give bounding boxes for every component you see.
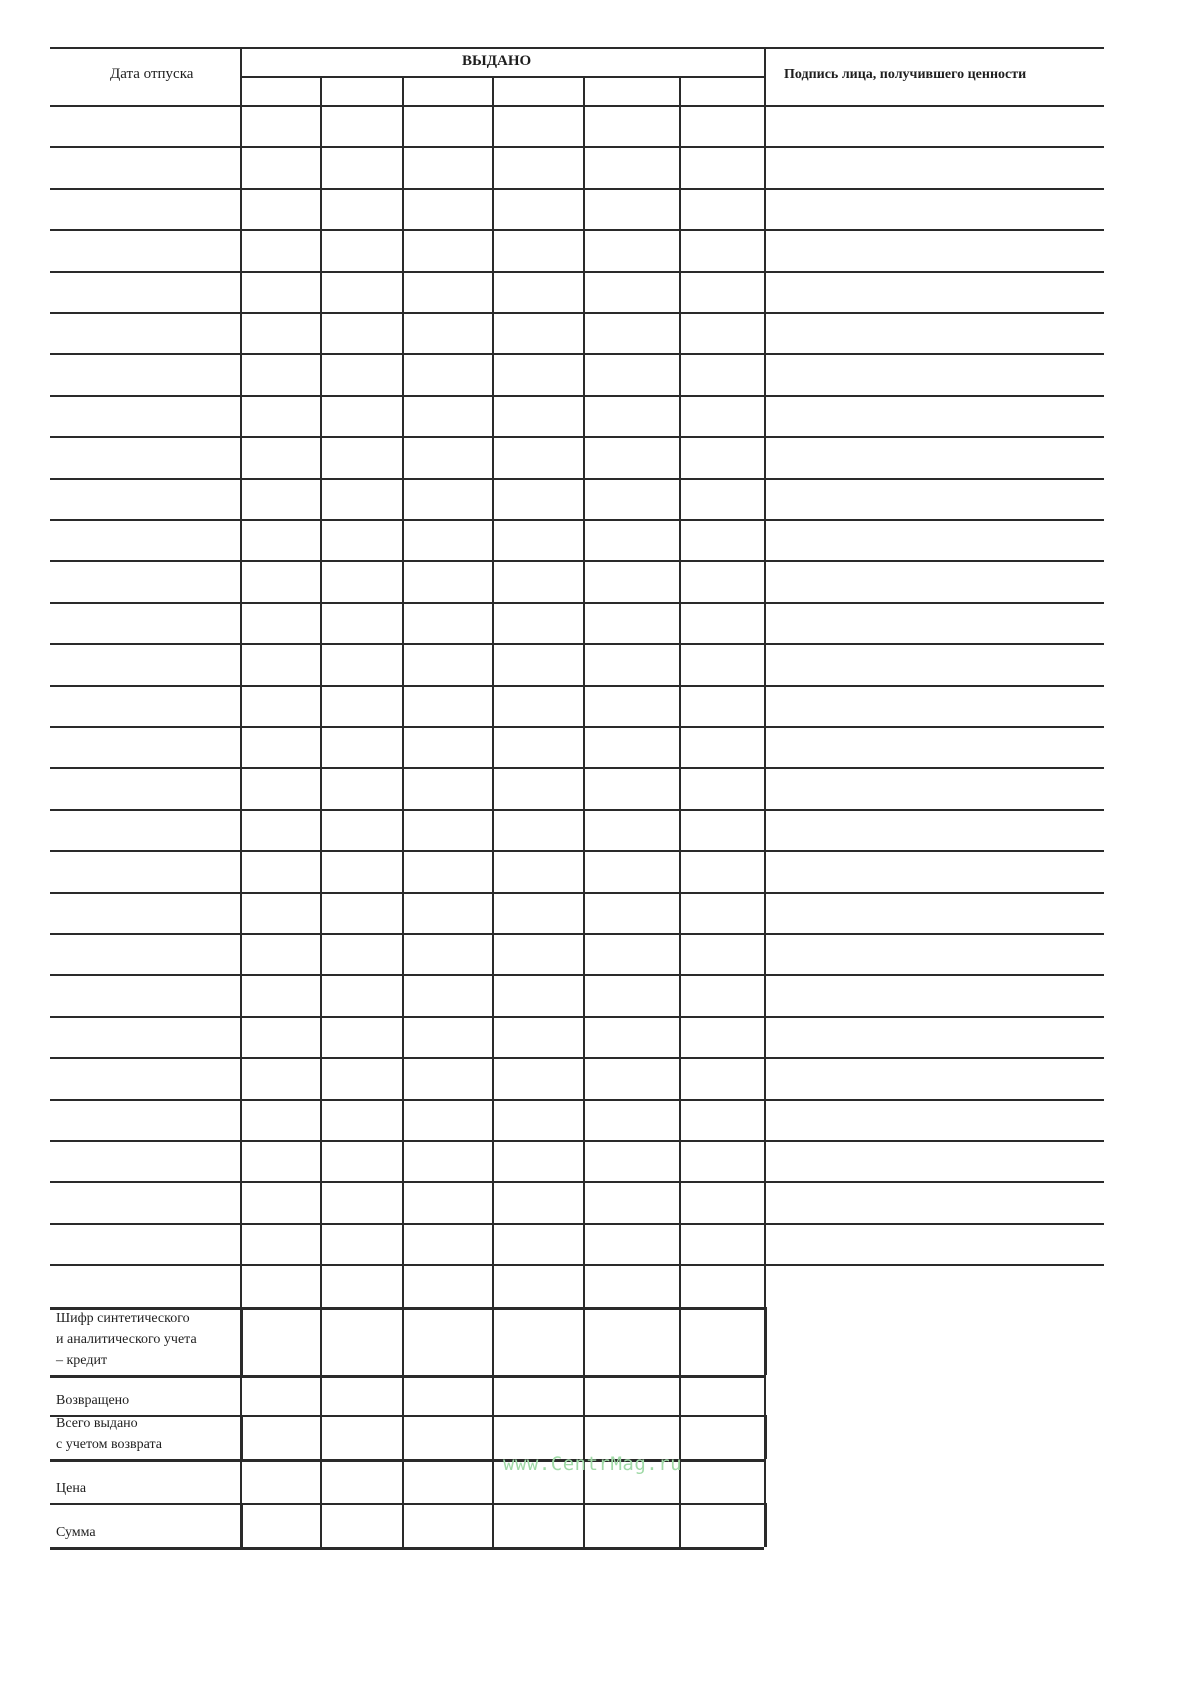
issued-cell[interactable] bbox=[402, 188, 492, 229]
footer-row-label: Всего выдано bbox=[56, 1416, 138, 1431]
date-cell[interactable] bbox=[50, 602, 240, 643]
date-cell[interactable] bbox=[50, 1057, 240, 1098]
issued-cell[interactable] bbox=[679, 767, 764, 808]
issued-cell[interactable] bbox=[402, 643, 492, 684]
issued-cell[interactable] bbox=[402, 146, 492, 187]
signature-column-header: Подпись лица, получившего ценности bbox=[784, 67, 1027, 82]
issued-cell[interactable] bbox=[492, 478, 583, 519]
issued-cell[interactable] bbox=[320, 105, 402, 146]
footer-row-label: Сумма bbox=[56, 1525, 96, 1540]
issued-cell[interactable] bbox=[240, 933, 320, 974]
issued-cell[interactable] bbox=[492, 188, 583, 229]
date-cell[interactable] bbox=[50, 560, 240, 601]
signature-cell[interactable] bbox=[764, 105, 1104, 146]
issued-cell[interactable] bbox=[679, 933, 764, 974]
issued-cell[interactable] bbox=[320, 1181, 402, 1222]
date-cell[interactable] bbox=[50, 933, 240, 974]
signature-cell[interactable] bbox=[764, 519, 1104, 560]
issued-cell[interactable] bbox=[583, 478, 679, 519]
issued-cell[interactable] bbox=[240, 312, 320, 353]
footer-value-cell[interactable] bbox=[679, 1375, 764, 1415]
date-cell[interactable] bbox=[50, 395, 240, 436]
issued-cell[interactable] bbox=[240, 1223, 320, 1264]
issued-cell[interactable] bbox=[320, 933, 402, 974]
signature-cell[interactable] bbox=[764, 892, 1104, 933]
issued-cell[interactable] bbox=[679, 809, 764, 850]
issued-cell[interactable] bbox=[402, 1181, 492, 1222]
signature-cell[interactable] bbox=[764, 229, 1104, 270]
footer-value-cell[interactable] bbox=[492, 1375, 583, 1415]
issued-cell[interactable] bbox=[492, 602, 583, 643]
issued-cell[interactable] bbox=[492, 1181, 583, 1222]
issued-cell[interactable] bbox=[402, 353, 492, 394]
issued-cell[interactable] bbox=[402, 1057, 492, 1098]
issued-cell[interactable] bbox=[492, 974, 583, 1015]
issued-cell[interactable] bbox=[583, 560, 679, 601]
issued-cell[interactable] bbox=[492, 767, 583, 808]
issued-cell[interactable] bbox=[679, 1057, 764, 1098]
issued-cell[interactable] bbox=[492, 726, 583, 767]
date-column-header: Дата отпуска bbox=[110, 66, 194, 82]
issued-cell[interactable] bbox=[402, 436, 492, 477]
footer-row-label: Цена bbox=[56, 1481, 87, 1496]
issued-cell[interactable] bbox=[240, 229, 320, 270]
issued-cell[interactable] bbox=[402, 478, 492, 519]
issued-cell[interactable] bbox=[679, 1181, 764, 1222]
footer-value-cell[interactable] bbox=[402, 1459, 492, 1503]
footer-value-cell[interactable] bbox=[240, 1375, 320, 1415]
footer-row-label: с учетом возврата bbox=[56, 1437, 163, 1452]
issued-cell[interactable] bbox=[402, 312, 492, 353]
footer-value-cell[interactable] bbox=[402, 1307, 492, 1375]
date-cell[interactable] bbox=[50, 1223, 240, 1264]
footer-value-cell[interactable] bbox=[240, 1415, 320, 1459]
footer-value-cell[interactable] bbox=[320, 1459, 402, 1503]
issued-cell[interactable] bbox=[492, 1099, 583, 1140]
signature-cell[interactable] bbox=[764, 436, 1104, 477]
issued-cell[interactable] bbox=[320, 974, 402, 1015]
issued-cell[interactable] bbox=[492, 685, 583, 726]
footer-value-cell[interactable] bbox=[320, 1503, 402, 1547]
date-cell[interactable] bbox=[50, 478, 240, 519]
issued-cell[interactable] bbox=[240, 1057, 320, 1098]
issued-cell[interactable] bbox=[240, 188, 320, 229]
issued-cell[interactable] bbox=[679, 271, 764, 312]
date-cell[interactable] bbox=[50, 229, 240, 270]
issued-cell[interactable] bbox=[679, 1099, 764, 1140]
footer-value-cell[interactable] bbox=[492, 1503, 583, 1547]
issued-cell[interactable] bbox=[320, 602, 402, 643]
footer-value-cell[interactable] bbox=[402, 1375, 492, 1415]
issued-cell[interactable] bbox=[320, 1099, 402, 1140]
date-cell[interactable] bbox=[50, 312, 240, 353]
issued-cell[interactable] bbox=[240, 146, 320, 187]
issued-cell[interactable] bbox=[679, 1016, 764, 1057]
issued-cell[interactable] bbox=[679, 643, 764, 684]
issued-cell[interactable] bbox=[320, 478, 402, 519]
issued-cell[interactable] bbox=[240, 105, 320, 146]
issued-cell[interactable] bbox=[679, 892, 764, 933]
issued-cell[interactable] bbox=[320, 1016, 402, 1057]
issued-cell[interactable] bbox=[583, 188, 679, 229]
date-cell[interactable] bbox=[50, 519, 240, 560]
issued-cell[interactable] bbox=[402, 105, 492, 146]
issued-cell[interactable] bbox=[679, 353, 764, 394]
issued-cell[interactable] bbox=[679, 974, 764, 1015]
issued-cell[interactable] bbox=[240, 892, 320, 933]
issued-subheader-line bbox=[240, 76, 764, 78]
issued-cell[interactable] bbox=[583, 809, 679, 850]
date-cell[interactable] bbox=[50, 436, 240, 477]
issued-cell[interactable] bbox=[583, 726, 679, 767]
signature-cell[interactable] bbox=[764, 146, 1104, 187]
issued-cell[interactable] bbox=[240, 1016, 320, 1057]
footer-value-cell[interactable] bbox=[240, 1503, 320, 1547]
footer-value-cell[interactable] bbox=[402, 1415, 492, 1459]
signature-cell[interactable] bbox=[764, 1181, 1104, 1222]
issued-cell[interactable] bbox=[402, 560, 492, 601]
issued-cell[interactable] bbox=[240, 395, 320, 436]
top-border-line bbox=[50, 47, 1104, 49]
issued-cell[interactable] bbox=[402, 933, 492, 974]
signature-cell[interactable] bbox=[764, 1057, 1104, 1098]
issued-cell[interactable] bbox=[320, 519, 402, 560]
issued-cell[interactable] bbox=[492, 353, 583, 394]
issued-cell[interactable] bbox=[320, 1057, 402, 1098]
issued-cell[interactable] bbox=[320, 726, 402, 767]
issued-cell[interactable] bbox=[583, 436, 679, 477]
date-cell[interactable] bbox=[50, 271, 240, 312]
issued-cell[interactable] bbox=[492, 1016, 583, 1057]
issued-cell[interactable] bbox=[679, 229, 764, 270]
issued-cell[interactable] bbox=[320, 767, 402, 808]
issued-cell[interactable] bbox=[583, 933, 679, 974]
footer-value-cell[interactable] bbox=[492, 1307, 583, 1375]
issued-cell[interactable] bbox=[240, 1099, 320, 1140]
footer-value-cell[interactable] bbox=[583, 1375, 679, 1415]
issued-cell[interactable] bbox=[240, 353, 320, 394]
issued-cell[interactable] bbox=[583, 105, 679, 146]
signature-cell[interactable] bbox=[764, 312, 1104, 353]
issued-cell[interactable] bbox=[320, 312, 402, 353]
issued-cell[interactable] bbox=[492, 1223, 583, 1264]
issued-cell[interactable] bbox=[320, 146, 402, 187]
footer-value-cell[interactable] bbox=[679, 1307, 764, 1375]
signature-cell[interactable] bbox=[764, 395, 1104, 436]
date-cell[interactable] bbox=[50, 1099, 240, 1140]
issued-cell[interactable] bbox=[583, 146, 679, 187]
date-cell[interactable] bbox=[50, 1181, 240, 1222]
issued-cell[interactable] bbox=[320, 850, 402, 891]
issued-cell[interactable] bbox=[402, 1099, 492, 1140]
issued-cell[interactable] bbox=[402, 850, 492, 891]
issued-cell[interactable] bbox=[492, 395, 583, 436]
issued-cell[interactable] bbox=[402, 395, 492, 436]
date-cell[interactable] bbox=[50, 726, 240, 767]
issued-cell[interactable] bbox=[492, 146, 583, 187]
issued-cell[interactable] bbox=[402, 726, 492, 767]
row-line bbox=[50, 1264, 1104, 1266]
footer-value-cell[interactable] bbox=[679, 1415, 764, 1459]
issued-cell[interactable] bbox=[240, 685, 320, 726]
issued-cell[interactable] bbox=[583, 850, 679, 891]
issued-cell[interactable] bbox=[679, 146, 764, 187]
footer-row-label: Возвращено bbox=[56, 1393, 130, 1408]
issued-cell[interactable] bbox=[583, 271, 679, 312]
footer-value-cell[interactable] bbox=[402, 1503, 492, 1547]
date-cell[interactable] bbox=[50, 1016, 240, 1057]
issued-cell[interactable] bbox=[679, 188, 764, 229]
issued-cell[interactable] bbox=[402, 1016, 492, 1057]
issued-cell[interactable] bbox=[320, 395, 402, 436]
issued-cell[interactable] bbox=[240, 767, 320, 808]
date-cell[interactable] bbox=[50, 850, 240, 891]
signature-cell[interactable] bbox=[764, 1140, 1104, 1181]
signature-cell[interactable] bbox=[764, 353, 1104, 394]
issued-cell[interactable] bbox=[583, 643, 679, 684]
date-cell[interactable] bbox=[50, 146, 240, 187]
issued-cell[interactable] bbox=[583, 974, 679, 1015]
issued-cell[interactable] bbox=[240, 1181, 320, 1222]
issued-cell[interactable] bbox=[320, 1223, 402, 1264]
footer-row-label: Шифр синтетического bbox=[56, 1311, 190, 1326]
issued-cell[interactable] bbox=[402, 892, 492, 933]
issued-cell[interactable] bbox=[240, 974, 320, 1015]
issued-cell[interactable] bbox=[583, 1140, 679, 1181]
issued-cell[interactable] bbox=[320, 560, 402, 601]
footer-row-line bbox=[50, 1547, 764, 1550]
issued-cell[interactable] bbox=[583, 685, 679, 726]
signature-cell[interactable] bbox=[764, 726, 1104, 767]
issued-cell[interactable] bbox=[583, 395, 679, 436]
issued-cell[interactable] bbox=[583, 519, 679, 560]
date-cell[interactable] bbox=[50, 1140, 240, 1181]
issued-cell[interactable] bbox=[402, 809, 492, 850]
issued-cell[interactable] bbox=[240, 560, 320, 601]
issued-cell[interactable] bbox=[240, 1140, 320, 1181]
issued-cell[interactable] bbox=[583, 892, 679, 933]
issued-cell[interactable] bbox=[402, 271, 492, 312]
signature-cell[interactable] bbox=[764, 478, 1104, 519]
issued-cell[interactable] bbox=[402, 767, 492, 808]
issued-cell[interactable] bbox=[583, 1099, 679, 1140]
issued-cell[interactable] bbox=[240, 809, 320, 850]
footer-value-cell[interactable] bbox=[583, 1307, 679, 1375]
issued-cell[interactable] bbox=[679, 602, 764, 643]
issued-cell[interactable] bbox=[583, 1181, 679, 1222]
issued-cell[interactable] bbox=[320, 436, 402, 477]
issued-cell[interactable] bbox=[679, 436, 764, 477]
issued-cell[interactable] bbox=[320, 353, 402, 394]
issued-cell[interactable] bbox=[679, 726, 764, 767]
date-cell[interactable] bbox=[50, 105, 240, 146]
issued-cell[interactable] bbox=[240, 271, 320, 312]
issued-cell[interactable] bbox=[492, 643, 583, 684]
issued-cell[interactable] bbox=[320, 892, 402, 933]
issued-cell[interactable] bbox=[679, 685, 764, 726]
issued-cell[interactable] bbox=[583, 229, 679, 270]
issued-cell[interactable] bbox=[240, 726, 320, 767]
issued-cell[interactable] bbox=[402, 1140, 492, 1181]
issued-cell[interactable] bbox=[583, 1223, 679, 1264]
issued-cell[interactable] bbox=[402, 602, 492, 643]
issued-cell[interactable] bbox=[679, 519, 764, 560]
signature-cell[interactable] bbox=[764, 643, 1104, 684]
issued-cell[interactable] bbox=[320, 271, 402, 312]
issued-cell[interactable] bbox=[402, 229, 492, 270]
issued-cell[interactable] bbox=[583, 312, 679, 353]
issued-group-header: ВЫДАНО bbox=[462, 53, 532, 69]
issued-cell[interactable] bbox=[492, 229, 583, 270]
footer-value-cell[interactable] bbox=[320, 1375, 402, 1415]
issued-cell[interactable] bbox=[583, 767, 679, 808]
issued-cell[interactable] bbox=[320, 809, 402, 850]
issued-cell[interactable] bbox=[679, 312, 764, 353]
issued-cell[interactable] bbox=[492, 436, 583, 477]
issued-cell[interactable] bbox=[240, 519, 320, 560]
issued-cell[interactable] bbox=[679, 105, 764, 146]
signature-cell[interactable] bbox=[764, 809, 1104, 850]
signature-cell[interactable] bbox=[764, 1099, 1104, 1140]
signature-cell[interactable] bbox=[764, 974, 1104, 1015]
issued-cell[interactable] bbox=[492, 809, 583, 850]
footer-value-cell[interactable] bbox=[320, 1307, 402, 1375]
issued-cell[interactable] bbox=[492, 105, 583, 146]
date-cell[interactable] bbox=[50, 809, 240, 850]
issued-cell[interactable] bbox=[679, 850, 764, 891]
footer-row-label: и аналитического учета bbox=[56, 1332, 197, 1347]
footer-box-edge bbox=[764, 1503, 767, 1547]
footer-row-label: – кредит bbox=[56, 1353, 108, 1368]
date-cell[interactable] bbox=[50, 353, 240, 394]
issued-cell[interactable] bbox=[679, 560, 764, 601]
footer-value-cell[interactable] bbox=[679, 1503, 764, 1547]
date-cell[interactable] bbox=[50, 643, 240, 684]
issued-cell[interactable] bbox=[320, 188, 402, 229]
issued-cell[interactable] bbox=[492, 1057, 583, 1098]
issued-cell[interactable] bbox=[402, 974, 492, 1015]
date-cell[interactable] bbox=[50, 767, 240, 808]
issued-cell[interactable] bbox=[240, 643, 320, 684]
signature-cell[interactable] bbox=[764, 602, 1104, 643]
footer-value-cell[interactable] bbox=[240, 1307, 320, 1375]
issued-cell[interactable] bbox=[320, 685, 402, 726]
issued-cell[interactable] bbox=[583, 353, 679, 394]
signature-cell[interactable] bbox=[764, 767, 1104, 808]
issued-cell[interactable] bbox=[240, 602, 320, 643]
issued-cell[interactable] bbox=[402, 519, 492, 560]
issued-cell[interactable] bbox=[583, 1057, 679, 1098]
issued-cell[interactable] bbox=[679, 395, 764, 436]
issued-cell[interactable] bbox=[679, 1140, 764, 1181]
issued-cell[interactable] bbox=[679, 478, 764, 519]
issued-cell[interactable] bbox=[492, 519, 583, 560]
date-cell[interactable] bbox=[50, 685, 240, 726]
watermark: www.CentrMag.ru bbox=[503, 1453, 683, 1475]
issued-cell[interactable] bbox=[320, 229, 402, 270]
footer-value-cell[interactable] bbox=[583, 1503, 679, 1547]
signature-cell[interactable] bbox=[764, 188, 1104, 229]
footer-value-cell[interactable] bbox=[240, 1459, 320, 1503]
issued-cell[interactable] bbox=[240, 850, 320, 891]
issued-cell[interactable] bbox=[583, 1016, 679, 1057]
issued-cell[interactable] bbox=[679, 1223, 764, 1264]
issued-cell[interactable] bbox=[492, 892, 583, 933]
footer-box-edge bbox=[764, 1415, 767, 1459]
signature-cell[interactable] bbox=[764, 271, 1104, 312]
signature-cell[interactable] bbox=[764, 1223, 1104, 1264]
date-cell[interactable] bbox=[50, 892, 240, 933]
footer-value-cell[interactable] bbox=[320, 1415, 402, 1459]
issued-cell[interactable] bbox=[402, 685, 492, 726]
issued-cell[interactable] bbox=[320, 643, 402, 684]
date-cell[interactable] bbox=[50, 974, 240, 1015]
issued-cell[interactable] bbox=[492, 271, 583, 312]
issued-cell[interactable] bbox=[492, 933, 583, 974]
issued-cell[interactable] bbox=[240, 436, 320, 477]
issued-cell[interactable] bbox=[320, 1140, 402, 1181]
issued-cell[interactable] bbox=[492, 1140, 583, 1181]
issued-cell[interactable] bbox=[492, 312, 583, 353]
footer-box-edge bbox=[764, 1307, 767, 1375]
footer-value-cell[interactable] bbox=[679, 1459, 764, 1503]
signature-cell[interactable] bbox=[764, 1016, 1104, 1057]
signature-cell[interactable] bbox=[764, 850, 1104, 891]
issued-cell[interactable] bbox=[402, 1223, 492, 1264]
issued-cell[interactable] bbox=[240, 478, 320, 519]
signature-cell[interactable] bbox=[764, 560, 1104, 601]
issued-cell[interactable] bbox=[583, 602, 679, 643]
signature-cell[interactable] bbox=[764, 933, 1104, 974]
date-cell[interactable] bbox=[50, 188, 240, 229]
signature-cell[interactable] bbox=[764, 685, 1104, 726]
issued-cell[interactable] bbox=[492, 560, 583, 601]
issued-cell[interactable] bbox=[492, 850, 583, 891]
